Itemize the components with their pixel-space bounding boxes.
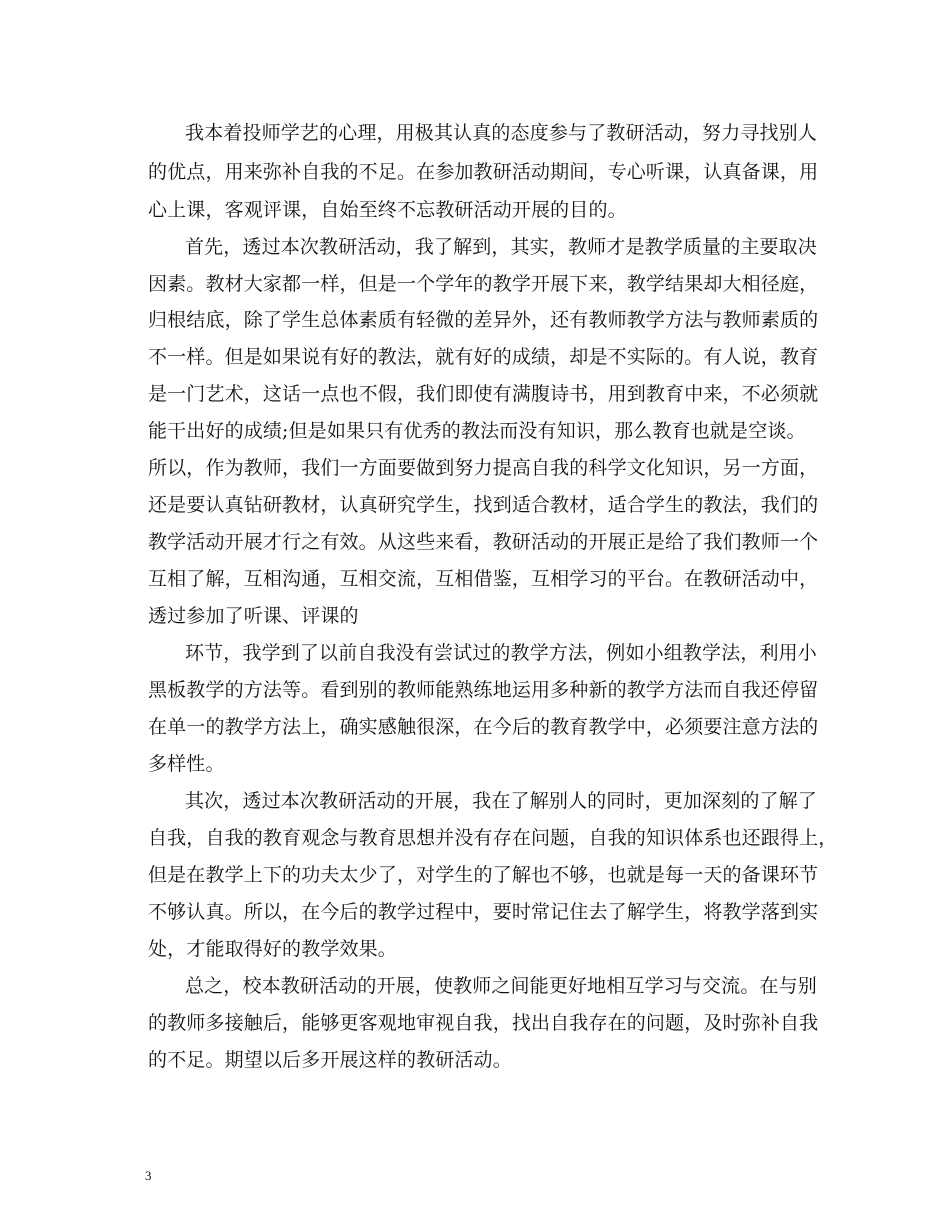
text-line: 在单一的教学方法上，确实感触很深，在今后的教育教学中，必须要注意方法的 <box>148 716 819 738</box>
text-line: 总之，校本教研活动的开展，使教师之间能更好地相互学习与交流。在与别 <box>185 975 817 997</box>
text-line: 归根结底，除了学生总体素质有轻微的差异外，还有教师教学方法与教师素质的 <box>148 309 819 331</box>
text-line: 所以，作为教师，我们一方面要做到努力提高自我的科学文化知识，另一方面， <box>148 457 819 479</box>
text-line: 的教师多接触后，能够更客观地审视自我，找出自我存在的问题，及时弥补自我 <box>148 1012 819 1034</box>
text-line: 其次，透过本次教研活动的开展，我在了解别人的同时，更加深刻的了解了 <box>185 790 817 812</box>
text-line: 透过参加了听课、评课的 <box>148 605 359 627</box>
text-line: 因素。教材大家都一样，但是一个学年的教学开展下来，教学结果却大相径庭， <box>148 273 819 295</box>
text-line: 黑板教学的方法等。看到别的教师能熟练地运用多种新的教学方法而自我还停留 <box>148 679 819 701</box>
text-line: 不够认真。所以，在今后的教学过程中，要时常记住去了解学生，将教学落到实 <box>148 901 819 923</box>
text-line: 心上课，客观评课，自始至终不忘教研活动开展的目的。 <box>148 199 627 221</box>
text-line: 不一样。但是如果说有好的教法，就有好的成绩，却是不实际的。有人说，教育 <box>148 346 819 368</box>
text-line: 我本着投师学艺的心理，用极其认真的态度参与了教研活动，努力寻找别人 <box>185 122 817 144</box>
text-line: 首先，透过本次教研活动，我了解到，其实，教师才是教学质量的主要取决 <box>185 236 817 258</box>
text-line: 的优点，用来弥补自我的不足。在参加教研活动期间，专心听课，认真备课，用 <box>148 161 819 183</box>
text-line: 的不足。期望以后多开展这样的教研活动。 <box>148 1049 512 1071</box>
page-number: 3 <box>145 1168 152 1183</box>
text-line: 还是要认真钻研教材，认真研究学生，找到适合教材，适合学生的教法，我们的 <box>148 494 819 516</box>
text-line: 自我，自我的教育观念与教育思想并没有存在问题，自我的知识体系也还跟得上， <box>148 827 838 849</box>
text-line: 互相了解，互相沟通，互相交流，互相借鉴，互相学习的平台。在教研活动中， <box>148 568 819 590</box>
text-line: 教学活动开展才行之有效。从这些来看，教研活动的开展正是给了我们教师一个 <box>148 531 819 553</box>
text-line: 多样性。 <box>148 753 225 775</box>
text-line: 处，才能取得好的教学效果。 <box>148 938 397 960</box>
text-line: 是一门艺术，这话一点也不假，我们即使有满腹诗书，用到教育中来，不必须就 <box>148 383 819 405</box>
text-line: 但是在教学上下的功夫太少了，对学生的了解也不够，也就是每一天的备课环节 <box>148 864 819 886</box>
text-line: 环节，我学到了以前自我没有尝试过的教学方法，例如小组教学法，利用小 <box>185 642 817 664</box>
text-line: 能干出好的成绩;但是如果只有优秀的教法而没有知识，那么教育也就是空谈。 <box>148 420 806 442</box>
